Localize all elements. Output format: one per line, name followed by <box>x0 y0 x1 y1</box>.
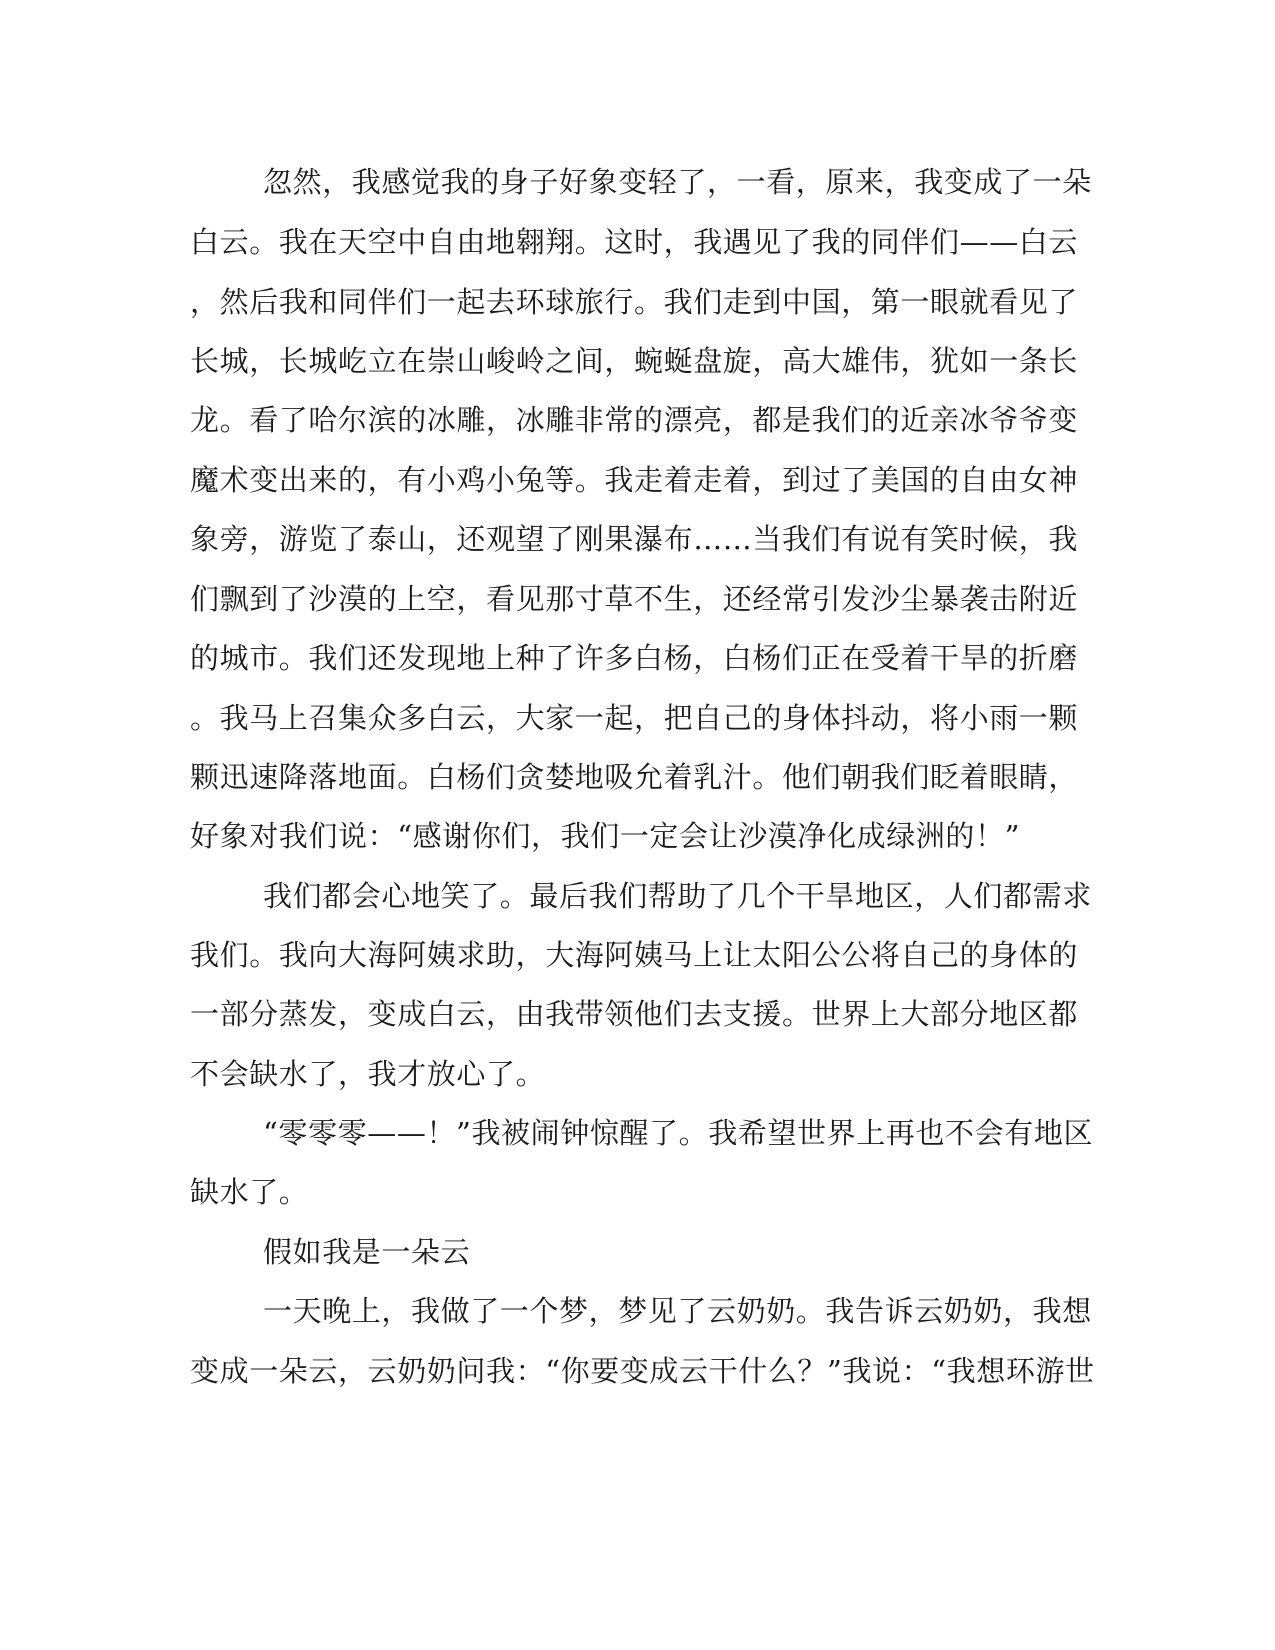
paragraph-line: 的城市。我们还发现地上种了许多白杨，白杨们正在受着干旱的折磨 <box>190 641 1079 675</box>
paragraph-line: 长城，长城屹立在崇山峻岭之间，蜿蜒盘旋，高大雄伟，犹如一条长 <box>190 344 1079 378</box>
paragraph-line: 颗迅速降落地面。白杨们贪婪地吸允着乳汁。他们朝我们眨着眼睛， <box>190 760 1079 794</box>
paragraph-line: 好象对我们说：“感谢你们，我们一定会让沙漠净化成绿洲的！” <box>190 819 1021 853</box>
paragraph-line: 龙。看了哈尔滨的冰雕，冰雕非常的漂亮，都是我们的近亲冰爷爷变 <box>190 403 1079 437</box>
paragraph-line: “零零零——！”我被闹钟惊醒了。我希望世界上再也不会有地区 <box>263 1116 1094 1150</box>
paragraph-line: 不会缺水了，我才放心了。 <box>190 1057 546 1091</box>
paragraph-line: ，然后我和同伴们一起去环球旅行。我们走到中国，第一眼就看见了 <box>190 285 1079 319</box>
paragraph-line: 。我马上召集众多白云，大家一起，把自己的身体抖动，将小雨一颗 <box>190 701 1079 735</box>
paragraph-line: 象旁，游览了泰山，还观望了刚果瀑布……当我们有说有笑时候，我 <box>190 522 1079 556</box>
paragraph-line: 一天晚上，我做了一个梦，梦见了云奶奶。我告诉云奶奶，我想 <box>263 1294 1092 1328</box>
paragraph-line: 们飘到了沙漠的上空，看见那寸草不生，还经常引发沙尘暴袭击附近 <box>190 582 1079 616</box>
paragraph-line: 缺水了。 <box>190 1175 309 1209</box>
paragraph-line: 忽然，我感觉我的身子好象变轻了，一看，原来，我变成了一朵 <box>263 165 1092 199</box>
paragraph-line: 我们都会心地笑了。最后我们帮助了几个干旱地区，人们都需求 <box>263 879 1092 913</box>
section-title: 假如我是一朵云 <box>263 1235 471 1269</box>
paragraph-line: 白云。我在天空中自由地翱翔。这时，我遇见了我的同伴们——白云 <box>190 225 1079 259</box>
paragraph-line: 我们。我向大海阿姨求助，大海阿姨马上让太阳公公将自己的身体的 <box>190 938 1079 972</box>
paragraph-line: 变成一朵云，云奶奶问我：“你要变成云干什么？”我说：“我想环游世 <box>190 1354 1095 1388</box>
paragraph-line: 一部分蒸发，变成白云，由我带领他们去支援。世界上大部分地区都 <box>190 997 1079 1031</box>
paragraph-line: 魔术变出来的，有小鸡小兔等。我走着走着，到过了美国的自由女神 <box>190 463 1079 497</box>
